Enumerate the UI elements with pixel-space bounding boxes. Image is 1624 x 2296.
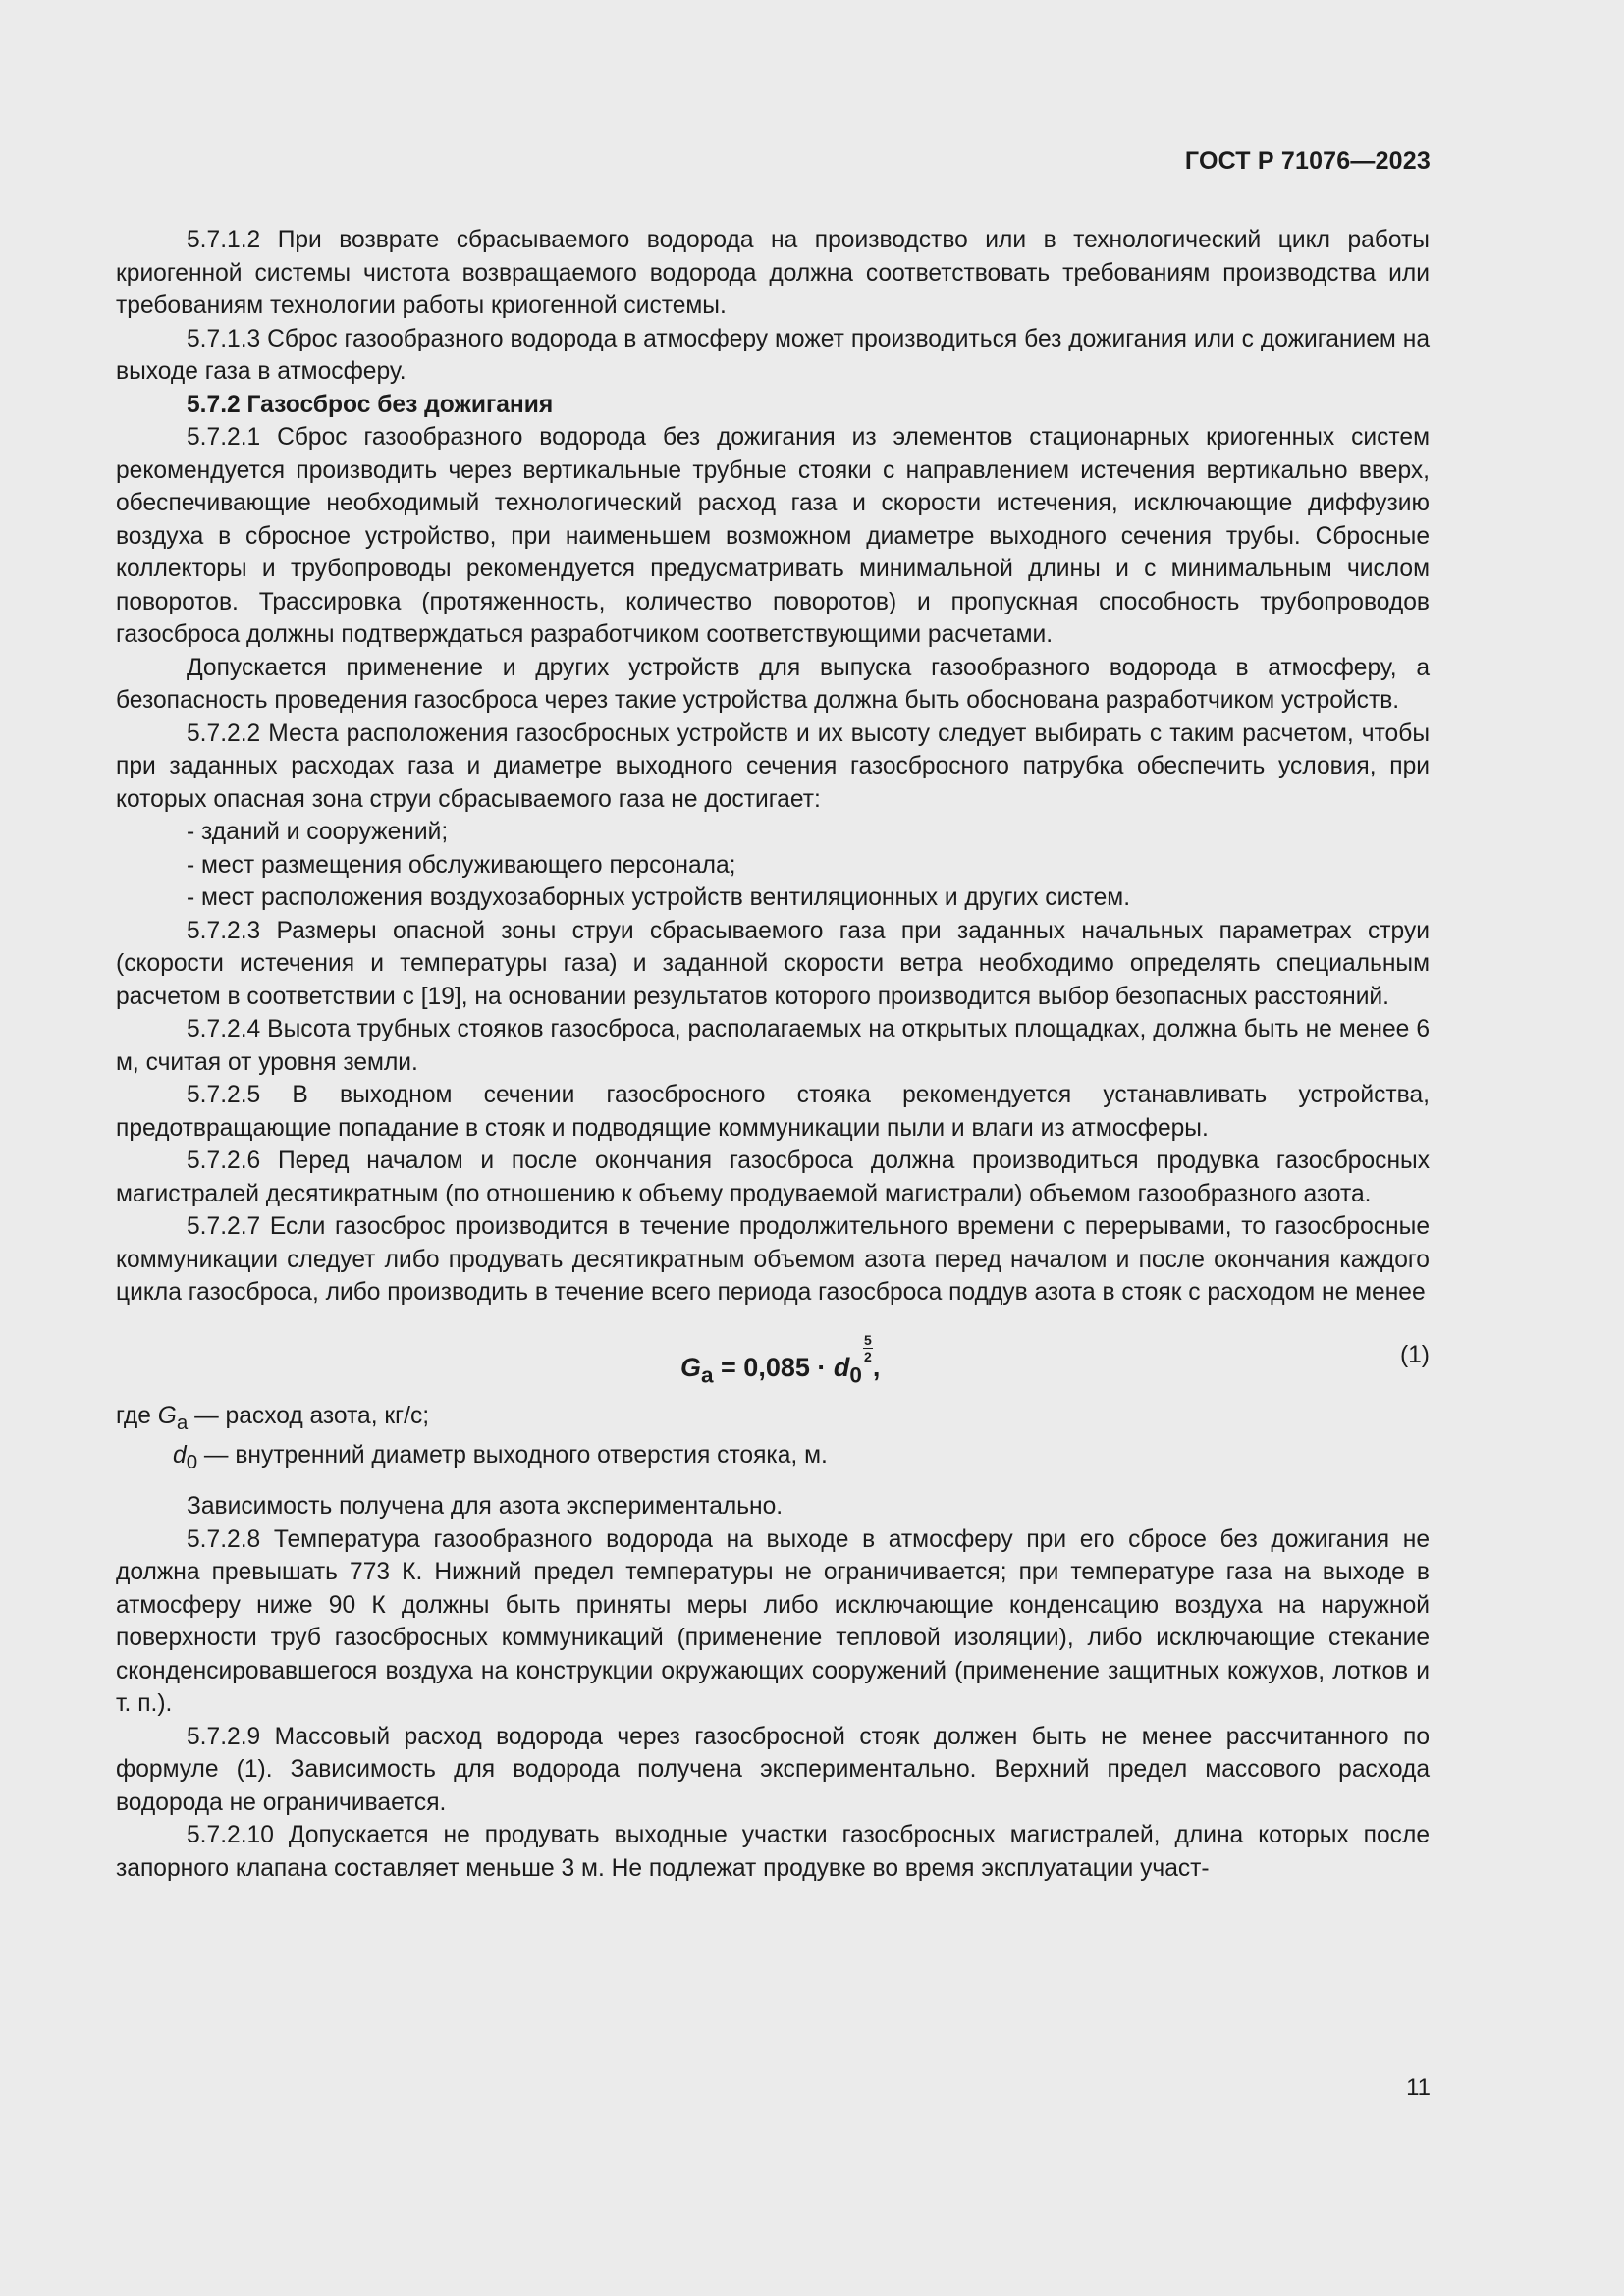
formula-legend-d0	[116, 1439, 1430, 1478]
paragraph-5-7-2-1: 5.7.2.1 Сброс газообразного водорода без дожигания из элементов стационарных криогенных систем рекомендуется производить через вертикальные трубные стояки с направлением истечения вертикально вверх, обеспечивающие необходимый технологический расход газа и скорости истечения, исключающие диффузию воздуха в сбросное устройство, при наименьшем возможном диаметре выходного сечения трубы. Сбросные коллекторы и трубопроводы рекомендуется предусматривать минимальной длины и с минимальным числом поворотов. Трассировка (протяженность, количество поворотов) и пропускная способность трубопроводов газосброса должны подтверждаться разработчиком соответствующими расчетами.	[116, 424, 1430, 648]
formula-variable-subscript: 0	[849, 1362, 862, 1387]
formula-1	[116, 1311, 1430, 1400]
exponent-denominator: 2	[863, 1348, 872, 1364]
formula-number: (1)	[1399, 1341, 1430, 1368]
paragraph-5-7-2-3: 5.7.2.3 Размеры опасной зоны струи сбрасываемого газа при заданных начальных параметрах струи (скорости истечения и температуры газа) и заданной скорости ветра необходимо определять специальным расчетом в соответствии с [19], на основании результатов которого производится выбор безопасных расстояний.	[116, 917, 1430, 1010]
exponent-numerator: 5	[863, 1331, 872, 1348]
list-item-buildings: - зданий и сооружений;	[187, 819, 449, 845]
formula-legend-ga	[116, 1400, 1430, 1439]
formula-trailing-comma: ,	[872, 1352, 881, 1382]
document-code-header: ГОСТ Р 71076—2023	[1184, 147, 1431, 175]
paragraph-5-7-1-2: 5.7.1.2 При возврате сбрасываемого водорода на производство или в технологический цикл работы криогенной системы чистота возвращаемого водорода должна соответствовать требованиям производства или требованиям технологии работы криогенной системы.	[116, 227, 1430, 319]
formula-coefficient: = 0,085 ·	[713, 1352, 834, 1382]
paragraph-5-7-2-10: 5.7.2.10 Допускается не продувать выходные участки газосбросных магистралей, длина которых после запорного клапана составляет меньше 3 м. Не подлежат продувке во время эксплуатации участ-	[116, 1822, 1430, 1882]
paragraph-5-7-2-6: 5.7.2.6 Перед началом и после окончания газосброса должна производиться продувка газосбросных магистралей десятикратным (по отношению к объему продуваемой магистрали) объемом газообразного азота.	[116, 1148, 1430, 1207]
paragraph-5-7-2-5: 5.7.2.5 В выходном сечении газосбросного стояка рекомендуется устанавливать устройства, предотвращающие попадание в стояк и подводящие коммуникации пыли и влаги из атмосферы.	[116, 1082, 1430, 1142]
paragraph-5-7-2-8: 5.7.2.8 Температура газообразного водорода на выходе в атмосферу при его сбросе без дожигания не должна превышать 773 К. Нижний предел температуры не ограничивается; при температуре газа на выходе в атмосферу ниже 90 К должны быть приняты меры либо исключающие конденсацию воздуха на наружной поверхности труб газосбросных коммуникаций (применение тепловой изоляции), либо исключающие стекание сконденсировавшегося воздуха на конструкции окружающих сооружений (применение защитных кожухов, лотков и т. п.).	[116, 1525, 1430, 1718]
document-body	[116, 224, 1430, 1885]
page-number: 11	[1406, 2074, 1431, 2101]
formula-variable: d	[833, 1352, 850, 1382]
formula-lhs-symbol: G	[680, 1352, 702, 1382]
paragraph-5-7-2-9: 5.7.2.9 Массовый расход водорода через газосбросной стояк должен быть не менее рассчитанного по формуле (1). Зависимость для водорода получена экспериментально. Верхний предел массового расхода водорода не ограничивается.	[116, 1723, 1430, 1816]
paragraph-5-7-1-3: 5.7.1.3 Сброс газообразного водорода в атмосферу может производиться без дожигания или с дожиганием на выходе газа в атмосферу.	[116, 325, 1430, 385]
section-heading-5-7-2: 5.7.2 Газосброс без дожигания	[187, 391, 554, 418]
formula-exponent	[863, 1333, 873, 1363]
legend-symbol-g: G	[157, 1402, 177, 1429]
formula-lhs-subscript: a	[701, 1362, 714, 1387]
legend-description-g: — расход азота, кг/с;	[188, 1402, 430, 1429]
formula-expression	[680, 1333, 880, 1392]
legend-symbol-d: d	[173, 1441, 187, 1468]
legend-intro: где	[116, 1402, 158, 1429]
legend-symbol-g-subscript: a	[176, 1411, 189, 1434]
paragraph-5-7-2-4: 5.7.2.4 Высота трубных стояков газосброса, располагаемых на открытых площадках, должна быть не менее 6 м, считая от уровня земли.	[116, 1016, 1430, 1076]
list-item-personnel: - мест размещения обслуживающего персонала;	[187, 851, 736, 879]
legend-symbol-d-subscript: 0	[186, 1450, 198, 1473]
paragraph-5-7-2-2: 5.7.2.2 Места расположения газосбросных устройств и их высоту следует выбирать с таким расчетом, чтобы при заданных расходах газа и диаметре выходного сечения газосбросного патрубка обеспечить условия, при которых опасная зона струи сбрасываемого газа не достигает:	[116, 720, 1430, 813]
list-item-air-intakes: - мест расположения воздухозаборных устройств вентиляционных и других систем.	[187, 884, 1131, 911]
paragraph-allowed-devices: Допускается применение и других устройств для выпуска газообразного водорода в атмосферу, а безопасность проведения газосброса через такие устройства должна быть обоснована разработчиком устройств.	[116, 654, 1430, 714]
legend-description-d: — внутренний диаметр выходного отверстия стояка, м.	[197, 1441, 828, 1468]
paragraph-nitrogen-dependency: Зависимость получена для азота экспериментально.	[187, 1493, 784, 1521]
paragraph-5-7-2-7: 5.7.2.7 Если газосброс производится в течение продолжительного времени с перерывами, то газосбросные коммуникации следует либо продувать десятикратным объемом азота перед началом и после окончания каждого цикла газосброса, либо производить в течение всего периода газосброса поддув азота в стояк с расходом не менее	[116, 1213, 1430, 1306]
